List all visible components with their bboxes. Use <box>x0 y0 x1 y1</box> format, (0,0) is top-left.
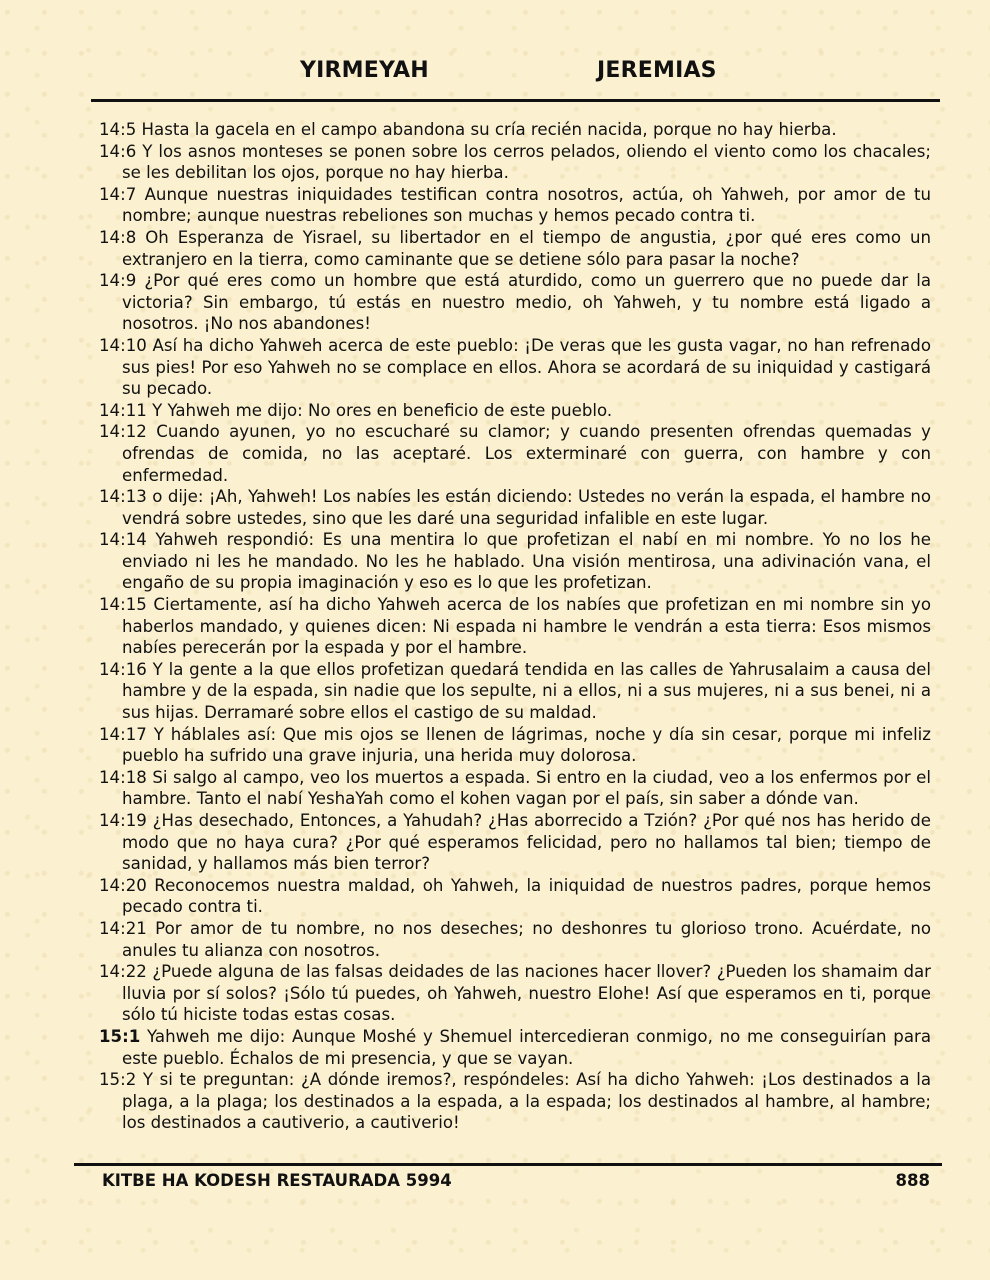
verse-14-15 <box>99 594 931 659</box>
verse-text: Reconocemos nuestra maldad, oh Yahweh, la iniquidad de nuestros padres, porque hemos pecado contra ti. <box>122 875 931 917</box>
verse-text: Y háblales así: Que mis ojos se llenen de lágrimas, noche y día sin cesar, porque mi infeliz pueblo ha sufrido una grave injuria, una herida muy dolorosa. <box>122 724 932 766</box>
verse-text: Cuando ayunen, yo no escucharé su clamor; y cuando presenten ofrendas quemadas y ofrendas de comida, no las aceptaré. Los exterminaré con guerra, con hambre y con enfermedad. <box>122 422 931 485</box>
verse-reference: 15:1 <box>99 1026 141 1046</box>
verse-text: ¿Has desechado, Entonces, a Yahudah? ¿Has aborrecido a Tzión? ¿Por qué nos has herido de modo que no haya cura? ¿Por qué esperamos felicidad, pero no hallamos tal bien; tiempo de sanidad, y hallamos más bien terror? <box>122 811 931 874</box>
verse-reference: 14:5 <box>99 120 137 139</box>
verse-text: Y Yahweh me dijo: No ores en beneficio de este pueblo. <box>152 400 613 420</box>
verse-14-17 <box>99 724 931 767</box>
verse-15-2 <box>99 1069 931 1134</box>
verse-text: Yahweh me dijo: Aunque Moshé y Shemuel intercedieran conmigo, no me conseguirían para este pueblo. Échalos de mi presencia, y que se vayan. <box>122 1026 932 1068</box>
verse-14-20 <box>99 875 931 918</box>
verse-text: Así ha dicho Yahweh acerca de este pueblo: ¡De veras que les gusta vagar, no han refrenado sus pies! Por eso Yahweh no se complace en ellos. Ahora se acordará de su iniquidad y castigará su pecado. <box>122 335 931 399</box>
verse-reference: 14:15 <box>99 595 147 615</box>
verse-14-9 <box>99 270 931 335</box>
verse-14-19 <box>99 810 931 875</box>
verse-14-5 <box>99 119 931 141</box>
verse-reference: 14:6 <box>99 141 137 161</box>
verse-text: Oh Esperanza de Yisrael, su libertador en el tiempo de angustia, ¿por qué eres como un extranjero en la tierra, como caminante que se detiene sólo para pasar la noche? <box>122 227 932 269</box>
verse-14-8 <box>99 227 931 270</box>
verse-reference: 14:18 <box>99 767 147 787</box>
verse-14-22 <box>99 961 931 1026</box>
verse-14-13 <box>99 486 931 529</box>
verse-reference: 14:13 <box>99 487 147 507</box>
verse-reference: 15:2 <box>99 1070 137 1090</box>
verse-text: Y los asnos monteses se ponen sobre los cerros pelados, oliendo el viento como los chacales; se les debilitan los ojos, porque no hay hierba. <box>122 141 931 183</box>
verse-14-11 <box>99 400 931 422</box>
verse-reference: 14:9 <box>99 271 137 291</box>
verse-text: o dije: ¡Ah, Yahweh! Los nabíes les están diciendo: Ustedes no verán la espada, el hambre no vendrá sobre ustedes, sino que les daré una seguridad infalible en este lugar. <box>122 487 931 528</box>
verse-reference: 14:20 <box>99 875 147 895</box>
verse-reference: 14:14 <box>99 530 147 550</box>
verse-text: Ciertamente, así ha dicho Yahweh acerca de los nabíes que profetizan en mi nombre sin yo haberlos mandado, y quienes dicen: Ni espada ni hambre le vendrán a esta tierra: Esos mismos nabíes perecerán por la espada y por el hambre. <box>122 595 931 658</box>
header-rule <box>91 99 940 102</box>
verse-list <box>99 119 931 1134</box>
verse-14-7 <box>99 184 931 227</box>
verse-text: ¿Por qué eres como un hombre que está aturdido, como un guerrero que no puede dar la victoria? Sin embargo, tú estás en nuestro medio, oh Yahweh, y tu nombre está ligado a nosotros. ¡No nos abandones! <box>122 271 931 334</box>
page-header <box>0 58 990 92</box>
verse-text: Y la gente a la que ellos profetizan quedará tendida en las calles de Yahrusalaim a causa del hambre y de la espada, sin nadie que los sepulte, ni a ellos, ni a sus mujeres, ni a sus benei, ni a sus hijas. Derramaré sobre ellos el castigo de su maldad. <box>122 659 931 723</box>
verse-text: ¿Puede alguna de las falsas deidades de las naciones hacer llover? ¿Pueden los shamaim dar lluvia por sí solos? ¡Sólo tú puedes, oh Yahweh, nuestro Elohe! Así que esperamos en ti, porque sólo tú hiciste todas estas cosas. <box>122 962 931 1025</box>
verse-reference: 14:8 <box>99 227 137 247</box>
verse-reference: 14:21 <box>99 918 147 938</box>
verse-text: Yahweh respondió: Es una mentira lo que profetizan el nabí en mi nombre. Yo no los he enviado ni les he mandado. No les he hablado. Una visión mentirosa, una adivinación vana, el engaño de su propia imaginación y eso es lo que les profetizan. <box>122 530 932 593</box>
verse-text: Y si te preguntan: ¿A dónde iremos?, respóndeles: Así ha dicho Yahweh: ¡Los destinados a la plaga, a la plaga; los destinados a la espada, a la espada; los destinados al hambre, al hambre; los destinados a cautiverio, a cautiverio! <box>122 1070 931 1133</box>
footer-rule <box>74 1163 942 1166</box>
verse-14-18 <box>99 767 931 810</box>
verse-14-6 <box>99 141 931 184</box>
verse-reference: 14:10 <box>99 335 147 355</box>
header-book-title-hebrew: YIRMEYAH <box>300 58 429 83</box>
verse-reference: 14:16 <box>99 659 147 679</box>
verse-text: Si salgo al campo, veo los muertos a espada. Si entro en la ciudad, veo a los enfermos por el hambre. Tanto el nabí YeshaYah como el kohen vagan por el país, sin saber a dónde van. <box>122 767 931 809</box>
verse-reference: 14:22 <box>99 962 147 982</box>
verse-reference: 14:11 <box>99 400 147 420</box>
verse-text: Hasta la gacela en el campo abandona su cría recién nacida, porque no hay hierba. <box>141 120 837 139</box>
page-number: 888 <box>895 1171 930 1190</box>
footer-edition-title: KITBE HA KODESH RESTAURADA 5994 <box>102 1171 452 1190</box>
verse-14-16 <box>99 659 931 724</box>
verse-reference: 14:17 <box>99 724 147 744</box>
verse-reference: 14:12 <box>99 422 147 442</box>
verse-14-10 <box>99 335 931 400</box>
verse-reference: 14:7 <box>99 184 137 204</box>
verse-14-12 <box>99 421 931 486</box>
verse-text: Aunque nuestras iniquidades testifican contra nosotros, actúa, oh Yahweh, por amor de tu nombre; aunque nuestras rebeliones son muchas y hemos pecado contra ti. <box>122 184 931 226</box>
verse-14-21 <box>99 918 931 961</box>
verse-text: Por amor de tu nombre, no nos deseches; no deshonres tu glorioso trono. Acuérdate, no anules tu alianza con nosotros. <box>122 918 931 960</box>
verse-15-1 <box>99 1026 931 1069</box>
header-book-title-spanish: JEREMIAS <box>597 58 717 83</box>
verse-reference: 14:19 <box>99 811 147 830</box>
verse-14-14 <box>99 529 931 594</box>
